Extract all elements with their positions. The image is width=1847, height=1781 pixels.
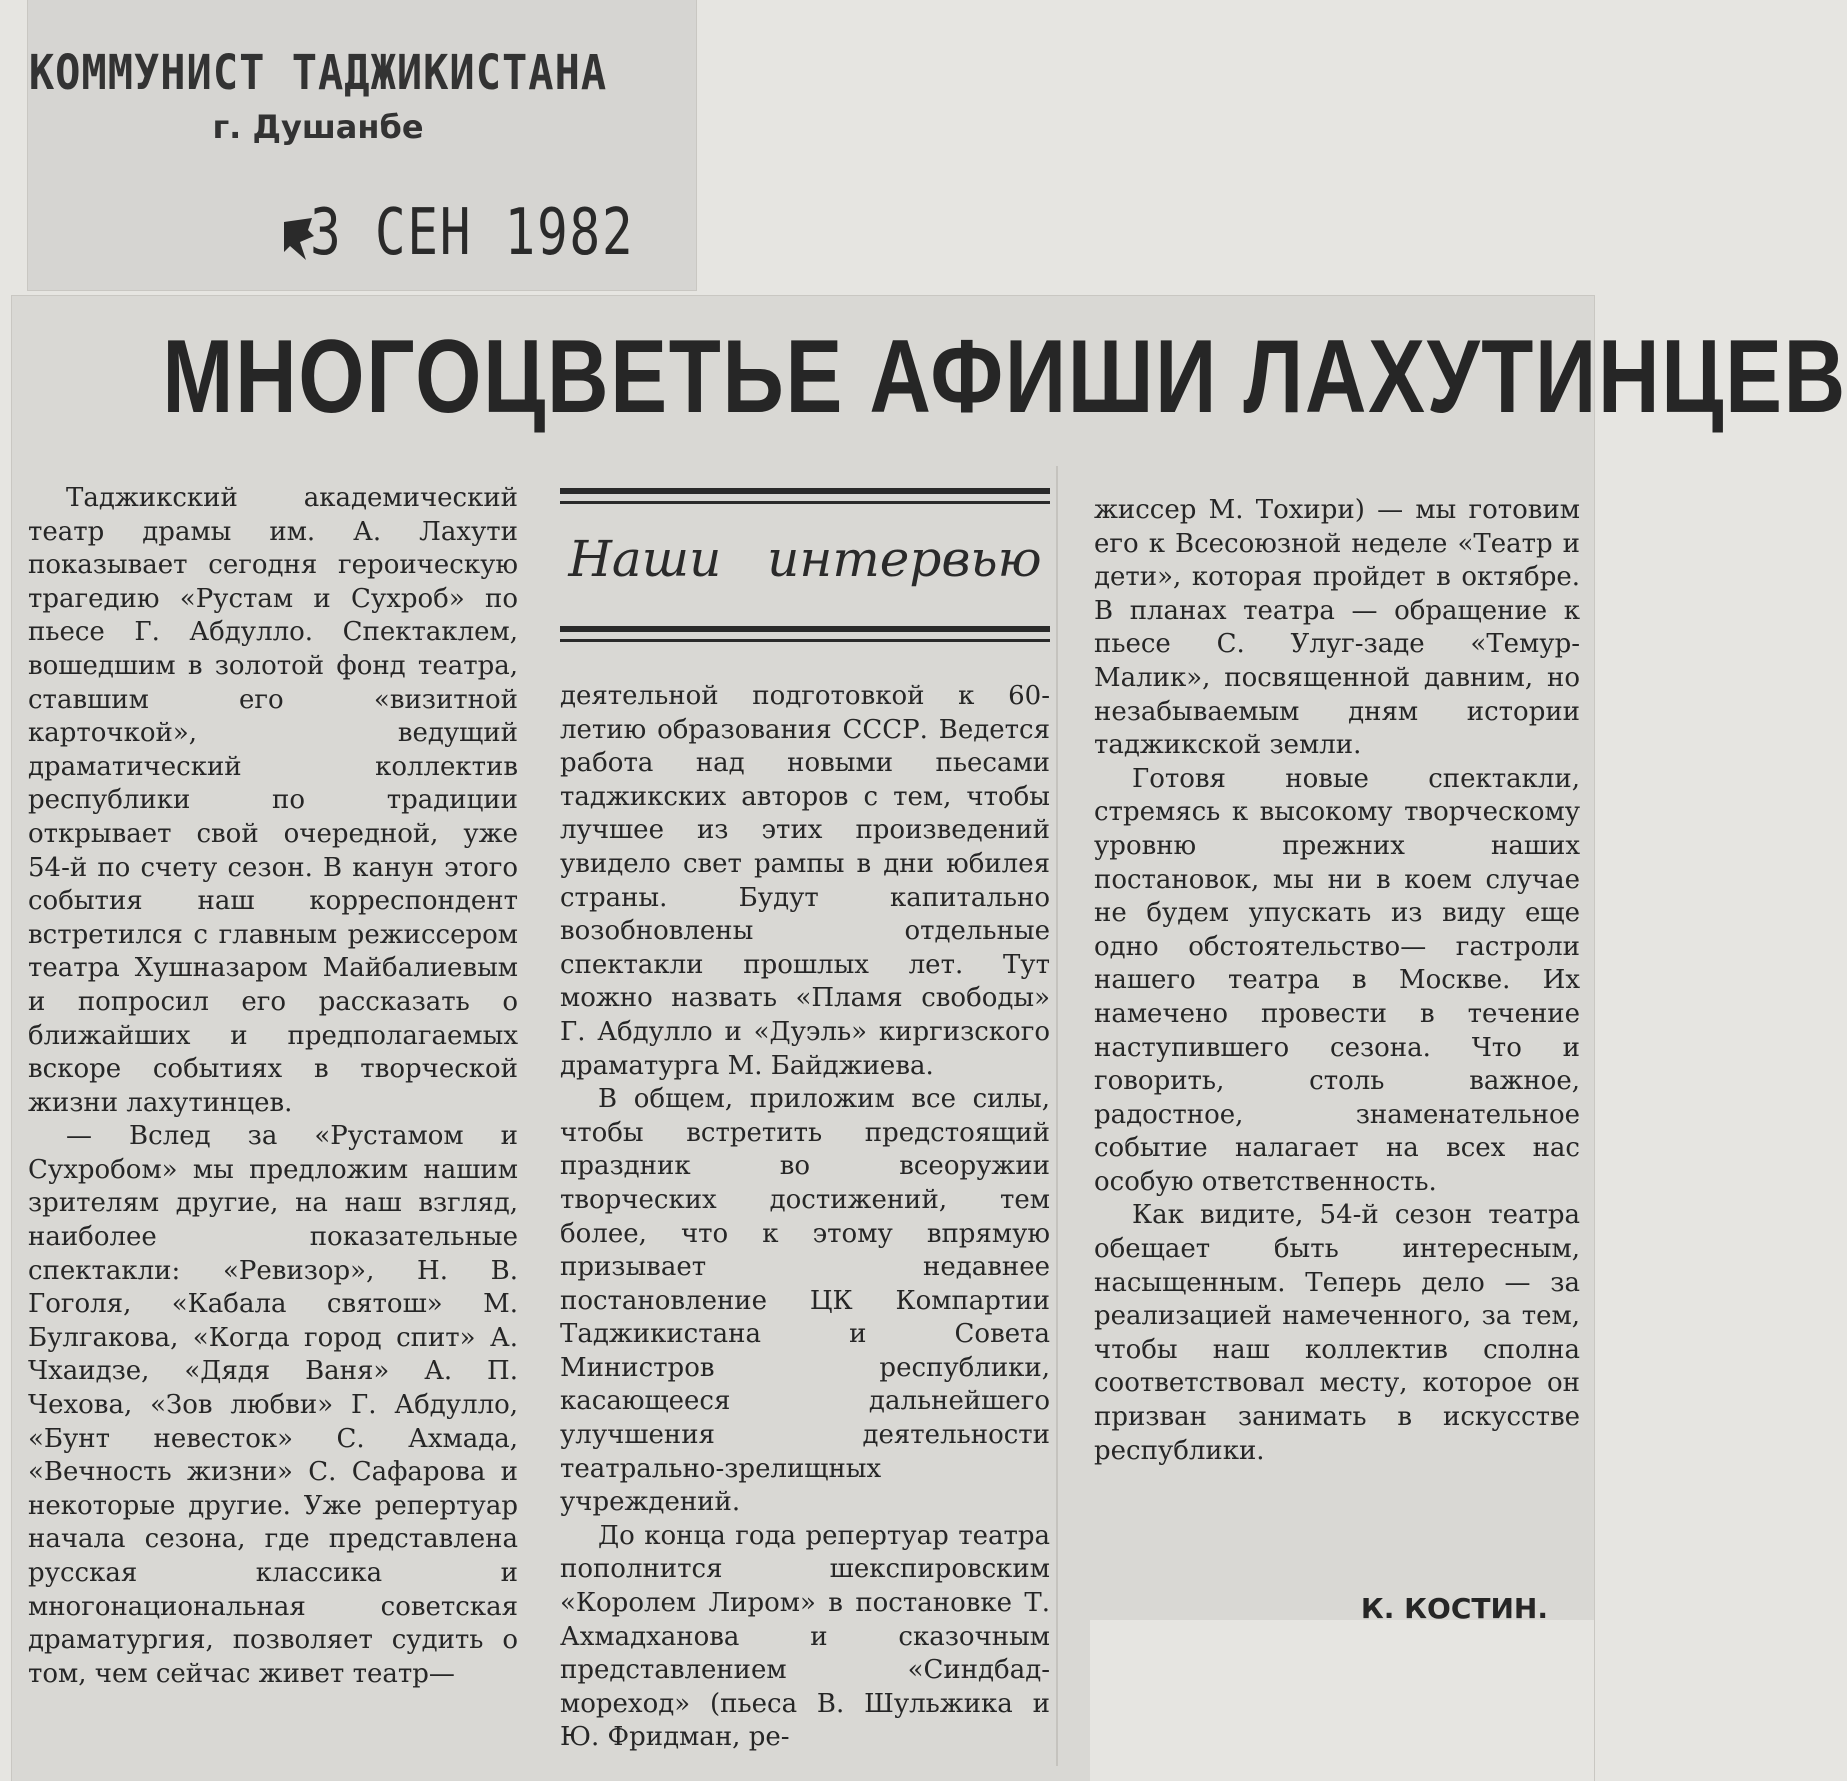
page-fold	[1056, 466, 1058, 1766]
rubric-rule-top	[560, 488, 1050, 504]
author-signature: К. КОСТИН.	[1360, 1592, 1548, 1625]
clipping-cutout	[1090, 1620, 1594, 1781]
newspaper-city: г. Душанбе	[212, 108, 424, 146]
date-stamp: 3 СЕН 1982	[310, 196, 635, 270]
newspaper-name: КОММУНИСТ ТАДЖИКИСТАНА	[28, 44, 608, 101]
article-column-3	[1094, 494, 1580, 1468]
paragraph: деятельной подготовкой к 60-летию образования СССР. Ведется работа над новыми пьесами таджикских авторов с тем, чтобы лучшее из этих произведений увидело свет рампы в дни юбилея страны. Будут капитально возобновлены отдельные спектакли прошлых лет. Тут можно назвать «Пламя свободы» Г. Абдулло и «Дуэль» киргизского драматурга М. Байджиева.	[560, 681, 1050, 1081]
article-column-2	[560, 680, 1050, 1755]
rubric-label: Наши интервью	[568, 530, 1042, 588]
paragraph: В общем, приложим все силы, чтобы встретить предстоящий праздник во всеоружии творческих достижений, тем более, что к этому впрямую призывает недавнее постановление ЦК Компартии Таджикистана и Совета Министров республики, касающееся дальнейшего улучшения деятельности театрально-зрелищных учреждений.	[560, 1084, 1050, 1518]
rubric-rule-bottom	[560, 626, 1050, 642]
paragraph: Готовя новые спектакли, стремясь к высокому творческому уровню прежних наших постановок, мы ни в коем случае не будем упускать из виду еще одно обстоятельство— гастроли нашего театра в Москве. Их намечено провести в течение наступившего сезона. Что и говорить, столь важное, радостное, знаменательное событие налагает на всех нас особую ответственность.	[1094, 763, 1580, 1197]
paragraph: Таджикский академический театр драмы им. А. Лахути показывает сегодня героическую трагедию «Рустам и Сухроб» по пьесе Г. Абдулло. Спектаклем, вошедшим в золотой фонд театра, ставшим его «визитной карточкой», ведущий драматический коллектив республики по традиции открывает свой очередной, уже 54-й по счету сезон. В канун этого события наш корреспондент встретился с главным режиссером театра Хушназаром Майбалиевым и попросил его рассказать о ближайших и предполагаемых вскоре событиях в творческой жизни лахутинцев.	[28, 483, 518, 1118]
article-column-1	[28, 482, 518, 1691]
paragraph: Как видите, 54-й сезон театра обещает быть интересным, насыщенным. Теперь дело — за реализацией намеченного, за тем, чтобы наш коллектив сполна соответствовал месту, которое он призван занимать в искусстве республики.	[1094, 1200, 1580, 1466]
paragraph: — Вслед за «Рустамом и Сухробом» мы предложим нашим зрителям другие, на наш взгляд, наиболее показательные спектакли: «Ревизор», Н. В. Гоголя, «Кабала святош» М. Булгакова, «Когда город спит» А. Чхаидзе, «Дядя Ваня» А. П. Чехова, «Зов любви» Г. Абдулло, «Бунт невесток» С. Ахмада, «Вечность жизни» С. Сафарова и некоторые другие. Уже репертуар начала сезона, где представлена русская классика и многонациональная советская драматургия, позволяет судить о том, чем сейчас живет театр—	[28, 1121, 518, 1689]
article-headline: МНОГОЦВЕТЬЕ АФИШИ ЛАХУТИНЦЕВ	[162, 319, 1847, 435]
paragraph: До конца года репертуар театра пополнится шекспировским «Королем Лиром» в постановке Т. Ахмадханова и сказочным представлением «Синдбад-мореход» (пьеса В. Шульжика и Ю. Фридман, ре-	[560, 1520, 1050, 1753]
paragraph: жиссер М. Тохири) — мы готовим его к Всесоюзной неделе «Театр и дети», которая пройдет в октябре. В планах театра — обращение к пьесе С. Улуг-заде «Темур-Малик», посвященной давним, но незабываемым дням истории таджикской земли.	[1094, 495, 1580, 761]
